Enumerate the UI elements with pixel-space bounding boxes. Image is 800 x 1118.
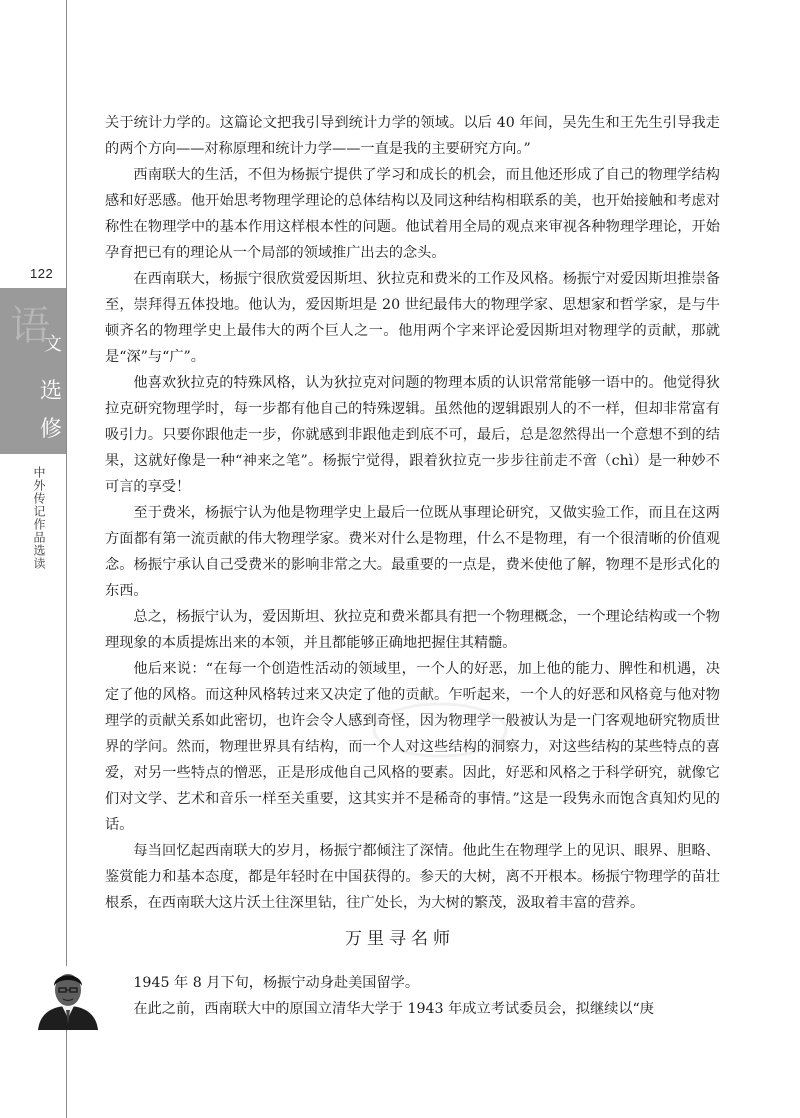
paragraph: 西南联大的生活，不但为杨振宁提供了学习和成长的机会，而且他还形成了自己的物理学结构感和好恶感。他开始思考物理学理论的总体结构以及同这种结构相联系的美，也开始接触和考虑对称性在物理学中的基本作用这样根本性的问题。他试着用全局的观点来审视各种物理学理论，开始孕育把已有的理论从一个局部的领域推广出去的念头。 xyxy=(105,167,720,261)
band-glyph-4: 修 xyxy=(40,417,63,442)
band-glyph-1: 语 xyxy=(10,303,50,349)
page-number: 122 xyxy=(30,266,54,281)
portrait-photo xyxy=(34,966,102,1030)
paragraph: 总之，杨振宁认为，爱因斯坦、狄拉克和费米都具有把一个物理概念，一个理论结构或一个物理现象的本质提炼出来的本领，并且都能够正确地把握住其精髓。 xyxy=(105,609,720,651)
series-title: 中外传记作品选读 xyxy=(32,466,46,570)
paragraph: 关于统计力学的。这篇论文把我引导到统计力学的领域。以后 40 年间，吴先生和王先生引导我走的两个方向——对称原理和统计力学——一直是我的主要研究方向。” xyxy=(105,115,720,157)
side-band xyxy=(0,288,66,454)
band-glyph-2: 文 xyxy=(44,334,62,355)
paragraph: 至于费米，杨振宁认为他是物理学史上最后一位既从事理论研究，又做实验工作，而且在这两方面都有第一流贡献的伟大物理学家。费米对什么是物理，什么不是物理，有一个很清晰的价值观念。杨振宁承认自己受费米的影响非常之大。最重要的一点是，费米使他了解，物理不是形式化的东西。 xyxy=(105,505,720,599)
paragraph: 在西南联大，杨振宁很欣赏爱因斯坦、狄拉克和费米的工作及风格。杨振宁对爱因斯坦推崇备至，崇拜得五体投地。他认为，爱因斯坦是 20 世纪最伟大的物理学家、思想家和哲学家，是与牛顿齐名的物理学史上最伟大的两个巨人之一。他用两个字来评论爱因斯坦对物理学的贡献，那就是“深”与“广”。 xyxy=(105,271,720,365)
band-glyph-3: 选 xyxy=(40,379,63,404)
body-text xyxy=(105,110,720,916)
paragraph: 他喜欢狄拉克的特殊风格，认为狄拉克对问题的物理本质的认识常常能够一语中的。他觉得狄拉克研究物理学时，每一步都有他自己的特殊逻辑。虽然他的逻辑跟别人的不一样，但却非常富有吸引力。只要你跟他走一步，你就感到非跟他走到底不可，最后，总是忽然得出一个意想不到的结果，这就好像是一种“神来之笔”。杨振宁觉得，跟着狄拉克一步步往前走不啻（chì）是一种妙不可言的享受！ xyxy=(105,375,720,495)
section-body xyxy=(105,970,720,1022)
paragraph: 每当回忆起西南联大的岁月，杨振宁都倾注了深情。他此生在物理学上的见识、眼界、胆略、鉴赏能力和基本态度，都是年轻时在中国获得的。参天的大树，离不开根本。杨振宁物理学的苗壮根系，在西南联大这片沃土往深里钻，往广处长，为大树的繁茂，汲取着丰富的营养。 xyxy=(105,843,720,911)
section-title: 万里寻名师 xyxy=(345,929,455,949)
paragraph: 在此之前，西南联大中的原国立清华大学于 1943 年成立考试委员会，拟继续以“庚 xyxy=(133,1001,654,1017)
paragraph: 1945 年 8 月下旬，杨振宁动身赴美国留学。 xyxy=(133,975,420,991)
margin-rule xyxy=(66,0,67,1118)
paragraph: 他后来说：“在每一个创造性活动的领域里，一个人的好恶，加上他的能力、脾性和机遇，决定了他的风格。而这种风格转过来又决定了他的贡献。乍听起来，一个人的好恶和风格竟与他对物理学的贡献关系如此密切，也许会令人感到奇怪，因为物理学一般被认为是一门客观地研究物质世界的学问。然而，物理世界具有结构，而一个人对这些结构的洞察力，对这些结构的某些特点的喜爱，对另一些特点的憎恶，正是形成他自己风格的要素。因此，好恶和风格之于科学研究，就像它们对文学、艺术和音乐一样至关重要，这其实并不是稀奇的事情。”这是一段隽永而饱含真知灼见的话。 xyxy=(105,661,720,833)
